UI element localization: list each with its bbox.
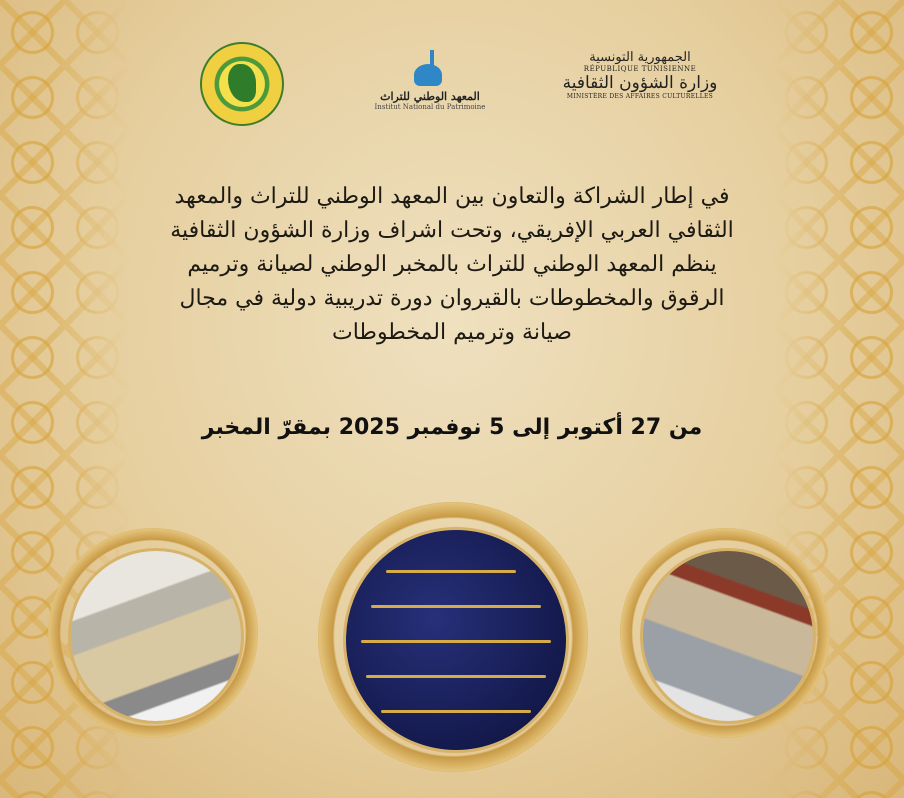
ministry-logo <box>560 50 720 100</box>
inp-mark-icon <box>410 50 450 90</box>
announcement-line: ينظم المعهد الوطني للتراث بالمخبر الوطني لصيانة وترميم <box>187 252 717 277</box>
announcement-line: صيانة وترميم المخطوطات <box>332 320 572 345</box>
manuscript-handling-photo <box>640 548 816 724</box>
announcement-line: في إطار الشراكة والتعاون بين المعهد الوطني للتراث والمعهد <box>174 184 730 209</box>
republic-fr: RÉPUBLIQUE TUNISIENNE <box>583 65 697 73</box>
inp-logo <box>370 50 490 111</box>
announcement-text <box>140 180 764 350</box>
blue-quran-manuscript-photo <box>343 527 569 753</box>
ministry-fr: MINISTÈRE DES AFFAIRES CULTURELLES <box>566 93 714 100</box>
republic-ar: الجمهورية التونسية <box>589 50 691 65</box>
event-date: من 27 أكتوبر إلى 5 نوفمبر 2025 بمقرّ المخبر <box>201 415 703 440</box>
restoration-lab-photo <box>68 548 244 724</box>
announcement-line: الثقافي العربي الإفريقي، وتحت اشراف وزارة الشؤون الثقافية <box>170 218 734 243</box>
inp-name-ar: المعهد الوطني للتراث <box>380 90 480 103</box>
ministry-ar: وزارة الشؤون الثقافية <box>562 73 718 93</box>
african-arab-institute-logo <box>200 42 284 126</box>
announcement-line: الرقوق والمخطوطات بالقيروان دورة تدريبية دولية في مجال <box>179 286 725 311</box>
inp-name-fr: Institut National du Patrimoine <box>374 103 486 111</box>
africa-map-icon <box>228 64 256 102</box>
